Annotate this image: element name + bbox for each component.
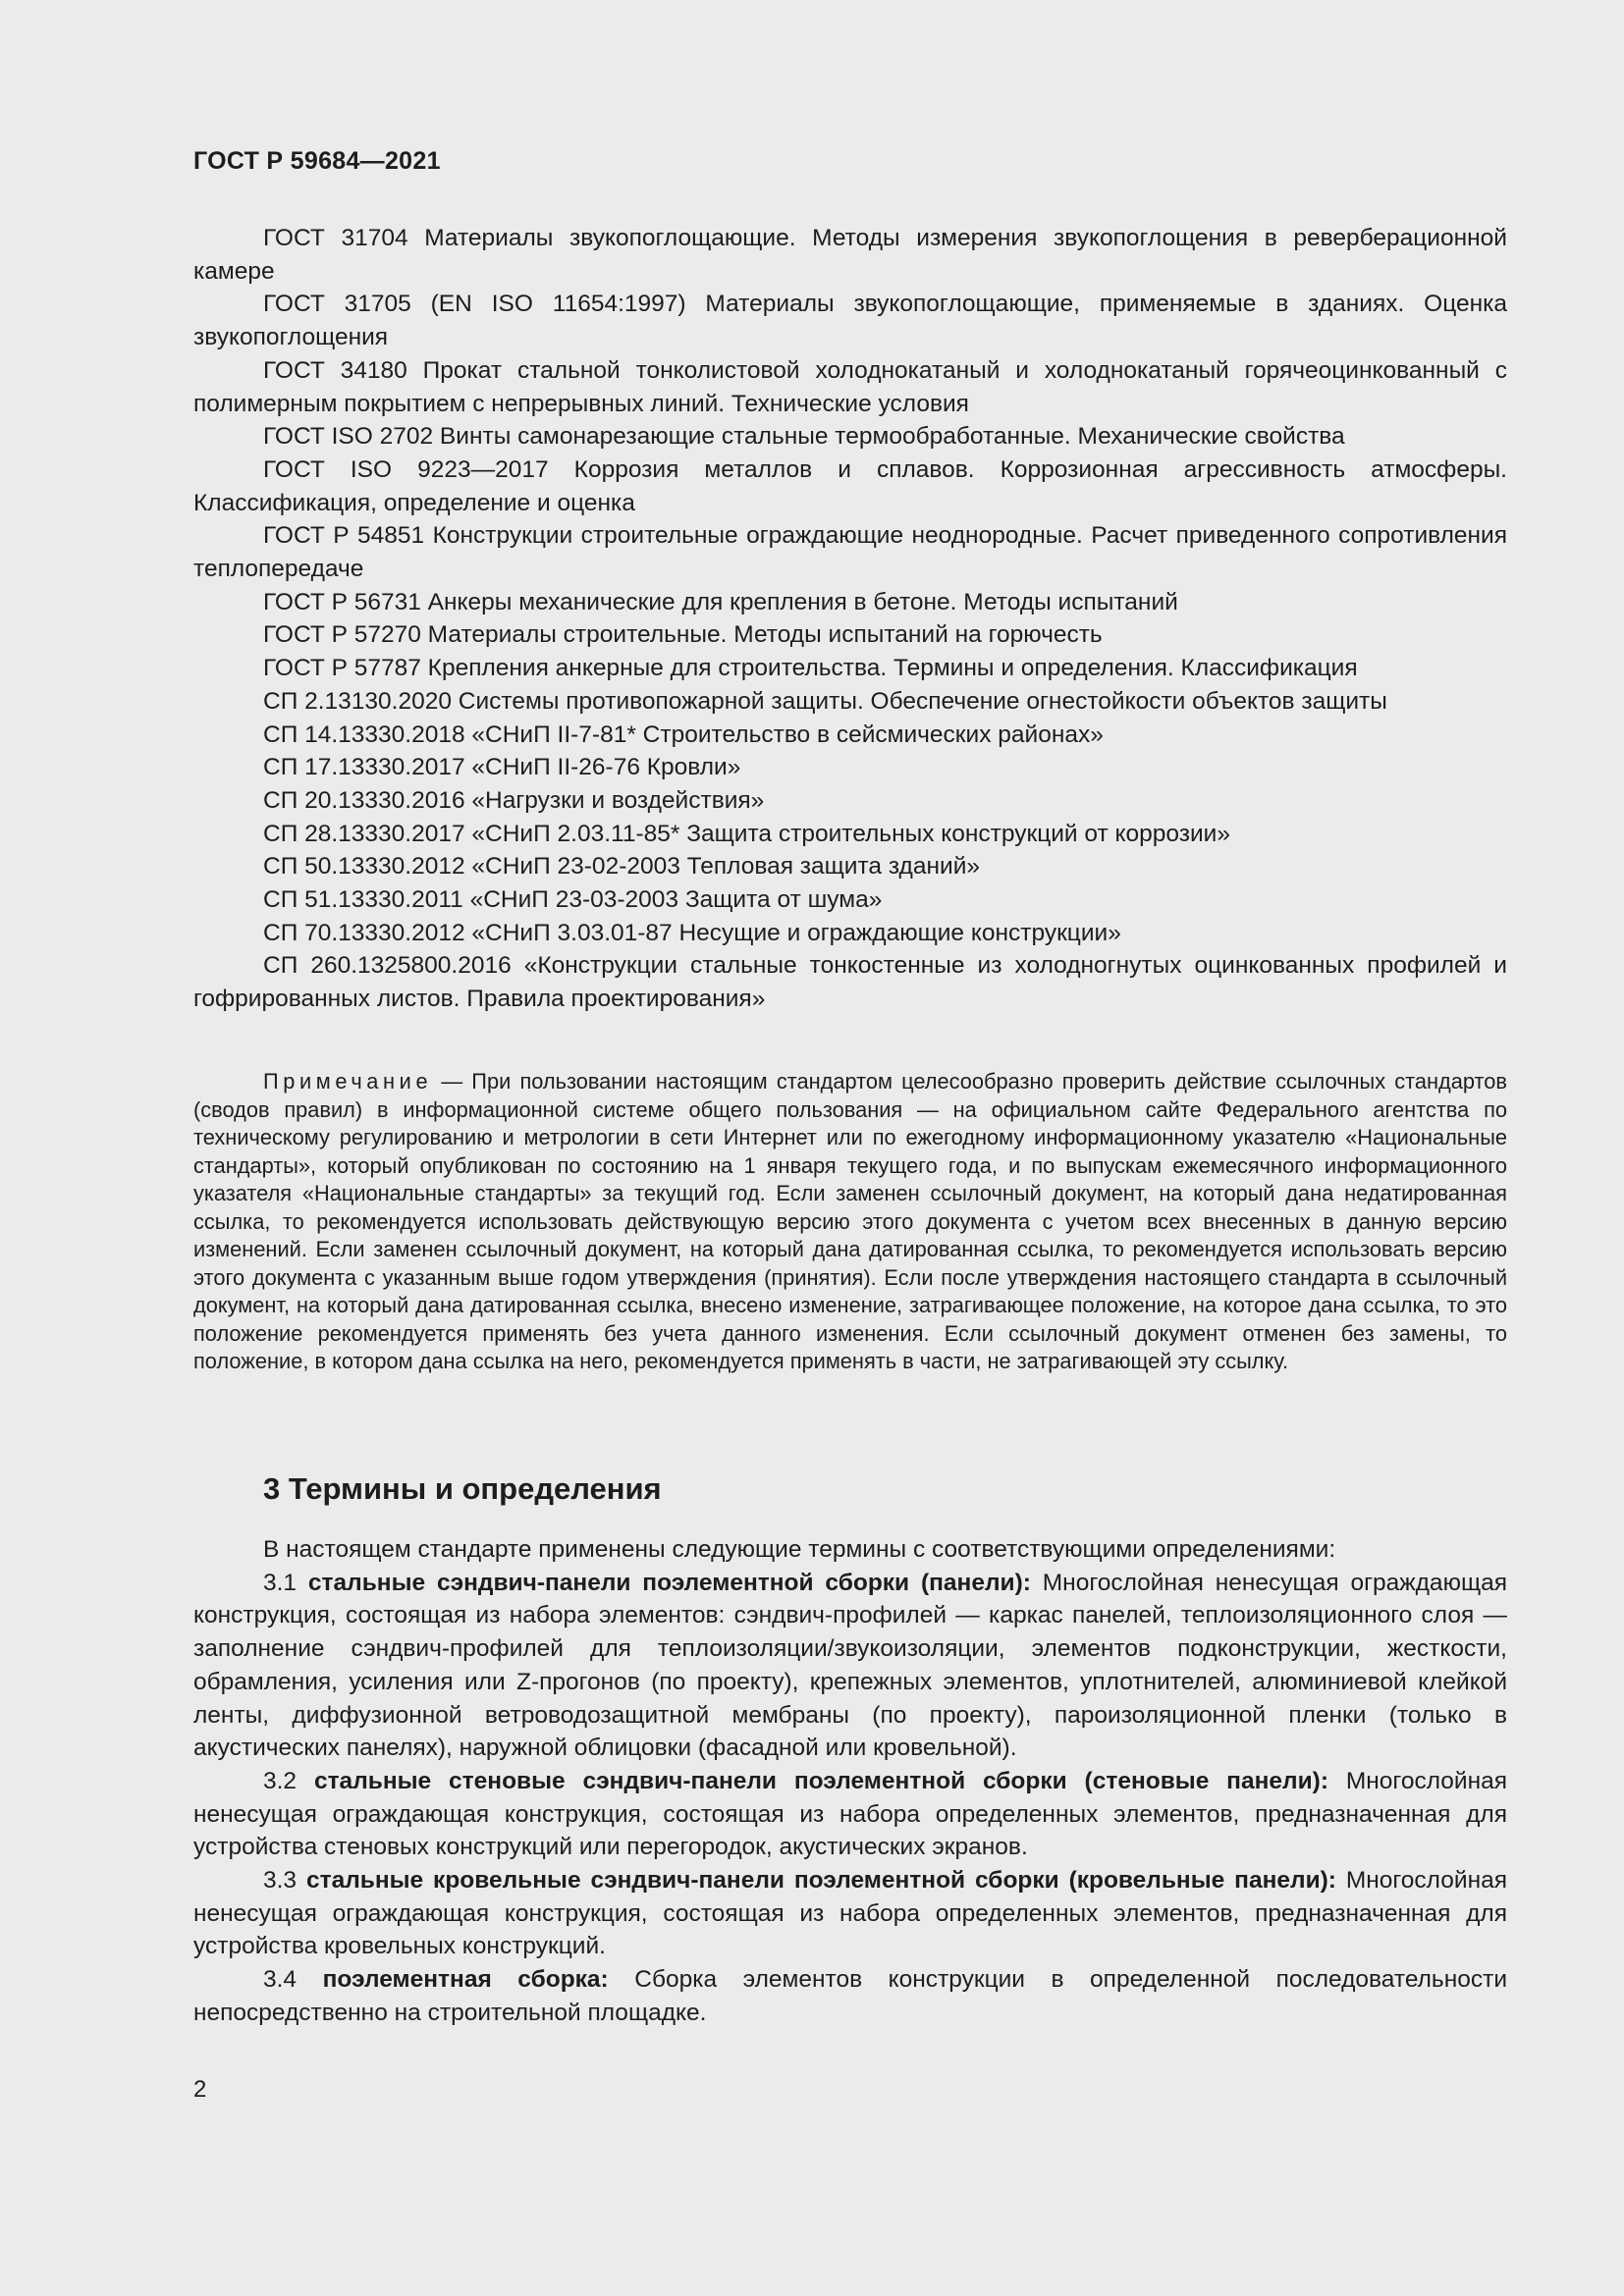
- section-title: 3 Термины и определения: [263, 1471, 662, 1506]
- term-number: 3.4: [263, 1966, 298, 1994]
- reference-item: ГОСТ ISO 2702 Винты самонарезающие стальные термообработанные. Механические свойства: [263, 423, 1345, 451]
- note-label: Примечание: [263, 1069, 433, 1094]
- term-entry: [193, 1963, 1507, 2029]
- document-page: [193, 0, 1507, 2296]
- terms-list: [193, 1533, 1507, 2030]
- reference-item: СП 2.13130.2020 Системы противопожарной защиты. Обеспечение огнестойкости объектов защиты: [263, 687, 1387, 715]
- term-name: стальные кровельные сэндвич-панели поэлементной сборки (кровельные панели):: [305, 1867, 1336, 1895]
- terms-intro: В настоящем стандарте применены следующие термины с соответствующими определениями:: [263, 1536, 1336, 1563]
- term-name: стальные сэндвич-панели поэлементной сборки (панели):: [307, 1569, 1031, 1596]
- reference-item: СП 14.13330.2018 «СНиП II-7-81* Строительство в сейсмических районах»: [263, 721, 1104, 748]
- term-name: стальные стеновые сэндвич-панели поэлементной сборки (стеновые панели):: [313, 1767, 1328, 1794]
- term-definition: Сборка элементов конструкции в определенной последовательности непосредственно на строительной площадке.: [193, 1966, 1508, 2026]
- term-name: поэлементная сборка:: [322, 1966, 609, 1994]
- normative-references-list: [193, 222, 1507, 1016]
- reference-item: ГОСТ Р 56731 Анкеры механические для крепления в бетоне. Методы испытаний: [263, 588, 1178, 615]
- page-number: 2: [193, 2076, 207, 2103]
- term-definition: Многослойная ненесущая ограждающая конструкция, состоящая из набора определенных элементов, предназначенная для устройства стеновых конструкций или перегородок, акустических экранов.: [193, 1767, 1508, 1861]
- reference-item: СП 28.13330.2017 «СНиП 2.03.11-85* Защита строительных конструкций от коррозии»: [263, 820, 1230, 847]
- reference-item: ГОСТ 34180 Прокат стальной тонколистовой холоднокатаный и холоднокатаный горячеоцинкованный с полимерным покрытием с непрерывных линий. Технические условия: [193, 356, 1507, 417]
- reference-item: ГОСТ 31704 Материалы звукопоглощающие. Методы измерения звукопоглощения в реверберационной камере: [193, 225, 1507, 285]
- term-definition: Многослойная ненесущая ограждающая конструкция, состоящая из набора элементов: сэндвич-профилей — каркас панелей, теплоизоляционного слоя — заполнение сэндвич-профилей для теплоизоляции/звукоизоляции, элементов подконструкции, жесткости, обрамления, усиления или Z-прогонов (по проекту), крепежных элементов, уплотнителей, алюминиевой клейкой ленты, диффузионной ветроводозащитной мембраны (по проекту), пароизоляционной пленки (только в акустических панелях), наружной облицовки (фасадной или кровельной).: [193, 1569, 1507, 1762]
- document-code-header: ГОСТ Р 59684—2021: [193, 147, 441, 175]
- reference-item: ГОСТ ISO 9223—2017 Коррозия металлов и сплавов. Коррозионная агрессивность атмосферы. Классификация, определение и оценка: [193, 455, 1507, 516]
- term-definition: Многослойная ненесущая ограждающая конструкция, состоящая из набора определенных элементов, предназначенная для устройства кровельных конструкций.: [193, 1867, 1507, 1960]
- reference-item: ГОСТ Р 57270 Материалы строительные. Методы испытаний на горючесть: [263, 621, 1103, 649]
- reference-item: СП 20.13330.2016 «Нагрузки и воздействия»: [263, 786, 765, 814]
- reference-item: ГОСТ Р 54851 Конструкции строительные ограждающие неоднородные. Расчет приведенного сопротивления теплопередаче: [193, 522, 1507, 583]
- term-entry: [193, 1765, 1507, 1864]
- term-entry: [193, 1567, 1507, 1765]
- note-paragraph: [193, 1068, 1507, 1376]
- reference-item: СП 70.13330.2012 «СНиП 3.03.01-87 Несущие и ограждающие конструкции»: [263, 919, 1121, 946]
- reference-item: СП 51.13330.2011 «СНиП 23-03-2003 Защита от шума»: [263, 886, 883, 914]
- reference-item: СП 50.13330.2012 «СНиП 23-02-2003 Тепловая защита зданий»: [263, 853, 980, 881]
- reference-item: ГОСТ 31705 (EN ISO 11654:1997) Материалы звукопоглощающие, применяемые в зданиях. Оценка звукопоглощения: [193, 291, 1507, 351]
- term-entry: [193, 1864, 1507, 1963]
- term-number: 3.2: [263, 1767, 298, 1794]
- term-number: 3.1: [263, 1569, 298, 1596]
- reference-item: ГОСТ Р 57787 Крепления анкерные для строительства. Термины и определения. Классификация: [263, 655, 1358, 682]
- note-text: — При пользовании настоящим стандартом целесообразно проверить действие ссылочных стандартов (сводов правил) в информационной системе общего пользования — на официальном сайте Федерального агентства по техническому регулированию и метрологии в сети Интернет или по ежегодному информационному указателю «Национальные стандарты», который опубликован по состоянию на 1 января текущего года, и по выпускам ежемесячного информационного указателя «Национальные стандарты» за текущий год. Если заменен ссылочный документ, на который дана недатированная ссылка, то рекомендуется использовать действующую версию этого документа с учетом всех внесенных в данную версию изменений. Если заменен ссылочный документ, на который дана датированная ссылка, то рекомендуется использовать версию этого документа с указанным выше годом утверждения (принятия). Если после утверждения настоящего стандарта в ссылочный документ, на который дана датированная ссылка, внесено изменение, затрагивающее положение, на которое дана ссылка, то это положение рекомендуется применять без учета данного изменения. Если ссылочный документ отменен без замены, то положение, в котором дана ссылка на него, рекомендуется применять в части, не затрагивающей эту ссылку.: [193, 1069, 1507, 1373]
- reference-item: СП 260.1325800.2016 «Конструкции стальные тонкостенные из холодногнутых оцинкованных профилей и гофрированных листов. Правила проектирования»: [193, 952, 1507, 1013]
- term-number: 3.3: [263, 1867, 298, 1895]
- reference-item: СП 17.13330.2017 «СНиП II-26-76 Кровли»: [263, 754, 741, 781]
